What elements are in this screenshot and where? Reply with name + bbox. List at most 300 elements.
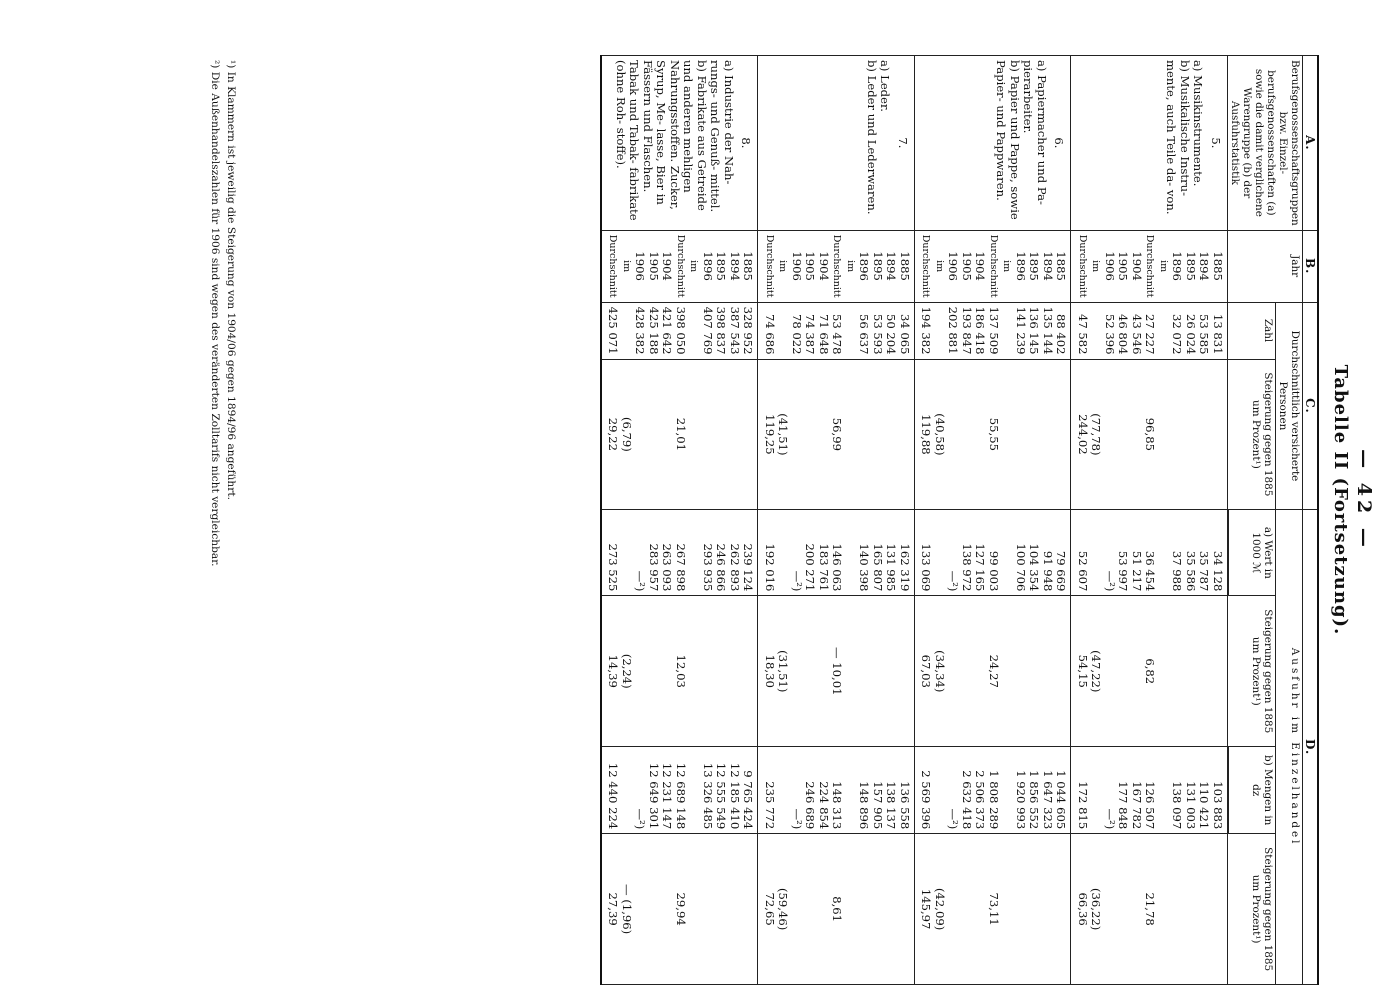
data-table xyxy=(600,55,1319,985)
cell-value: 119,88 xyxy=(919,414,934,455)
cell-value: 293 935 xyxy=(701,543,715,592)
cell-value xyxy=(1130,364,1144,506)
year-cell xyxy=(915,230,1072,302)
cell-value xyxy=(1184,838,1198,980)
cell-value xyxy=(660,600,674,742)
cell-value xyxy=(687,307,701,355)
cell-value xyxy=(741,838,755,980)
cell-value: 1895 xyxy=(1184,251,1198,281)
cell-value: Durchschnitt xyxy=(831,234,843,298)
cell-value: 194 382 xyxy=(919,306,934,355)
cell-value xyxy=(973,364,987,506)
col-d-header: Ausfuhr im Einzelhandel xyxy=(1276,510,1303,985)
col-letter-d: D. xyxy=(1303,510,1319,985)
group-label-cell xyxy=(1071,56,1228,231)
mengen-cell xyxy=(1071,747,1228,834)
cell-value: 35 787 xyxy=(1197,550,1212,592)
year-cell xyxy=(601,230,758,302)
cell-value: im xyxy=(1158,260,1169,273)
cell-value: 177 848 xyxy=(1116,781,1131,830)
cell-value: 12 231 147 xyxy=(660,762,675,830)
cell-value xyxy=(1211,600,1225,742)
cell-value: 1885 xyxy=(1054,251,1069,281)
cell-value: 183 761 xyxy=(817,543,831,592)
cell-value: 1894 xyxy=(1041,251,1055,281)
cell-value xyxy=(817,838,831,980)
cell-value: (31,51) xyxy=(776,650,791,693)
cell-value: 140 398 xyxy=(857,543,872,592)
cell-value: 36 454 xyxy=(1143,550,1158,592)
cell-value xyxy=(701,600,715,742)
cell-value xyxy=(1184,364,1198,506)
cell-value: 141 239 xyxy=(1014,306,1028,355)
cell-value: 29,22 xyxy=(606,417,621,451)
cell-value xyxy=(1027,600,1041,742)
cell-value xyxy=(714,838,728,980)
cell-value xyxy=(1089,751,1103,829)
cell-value: 34 128 xyxy=(1211,550,1225,592)
cell-value: 12 555 549 xyxy=(714,762,729,830)
zahl-cell xyxy=(758,302,915,359)
zahl-steig-cell xyxy=(601,359,758,510)
mengen-cell xyxy=(915,747,1072,834)
cell-value: 1885 xyxy=(898,251,912,281)
mengen-steig-cell xyxy=(1071,834,1228,985)
cell-value: im xyxy=(777,260,789,273)
cell-value: 1906 xyxy=(1103,251,1117,281)
cell-value xyxy=(946,838,960,980)
cell-value: (36,22) xyxy=(1089,887,1104,931)
cell-value: —²) xyxy=(790,570,804,592)
cell-value: 398 837 xyxy=(714,306,729,355)
cell-value xyxy=(1197,364,1211,506)
cell-value xyxy=(844,307,858,355)
cell-value xyxy=(1170,838,1184,980)
cell-value xyxy=(647,600,661,742)
cell-value xyxy=(1054,838,1068,980)
cell-value xyxy=(1157,364,1171,506)
cell-value xyxy=(1130,600,1144,742)
col-d-b: b) Mengen in dz xyxy=(1229,747,1276,834)
cell-value: 1895 xyxy=(871,251,885,281)
zahl-steig-cell xyxy=(758,359,915,510)
group-label: b) Musikalische Instru- mente, auch Teile da- von. xyxy=(1164,60,1192,215)
cell-value: 127 165 xyxy=(973,543,988,592)
cell-value: 145,97 xyxy=(919,888,934,930)
cell-value xyxy=(1157,307,1171,355)
cell-value xyxy=(620,751,634,829)
cell-value: 12,03 xyxy=(674,654,688,688)
cell-value xyxy=(660,364,674,506)
cell-value xyxy=(701,838,715,980)
cell-value xyxy=(857,600,871,742)
cell-value xyxy=(776,307,790,355)
group-label: b) Leder und Lederwaren. xyxy=(865,60,879,215)
cell-value: 133 069 xyxy=(919,543,934,592)
cell-value xyxy=(933,514,947,591)
cell-value: 1906 xyxy=(633,251,648,281)
cell-value xyxy=(1014,838,1028,980)
cell-value: 12 440 224 xyxy=(606,762,621,830)
cell-value: 47 582 xyxy=(1076,313,1090,355)
cell-value: Durchschnitt xyxy=(1077,234,1088,298)
cell-value xyxy=(898,364,912,506)
cell-value: 138 097 xyxy=(1170,781,1185,830)
cell-value: 224 854 xyxy=(817,781,831,830)
cell-value: 100 706 xyxy=(1014,543,1028,592)
cell-value xyxy=(1000,307,1014,355)
cell-value: 14,39 xyxy=(606,654,621,688)
cell-value: 32 072 xyxy=(1170,313,1185,355)
cell-value: 37 988 xyxy=(1170,550,1185,592)
cell-value xyxy=(1054,600,1068,742)
cell-value: 131 003 xyxy=(1184,781,1198,830)
cell-value xyxy=(790,600,804,742)
cell-value: 1896 xyxy=(701,251,715,281)
cell-value: 239 124 xyxy=(741,543,756,592)
cell-value: 34 065 xyxy=(898,313,912,355)
group-number: 8. xyxy=(739,137,754,149)
cell-value: 136 558 xyxy=(898,781,912,830)
cell-value xyxy=(633,838,647,980)
cell-value: 1894 xyxy=(884,251,899,281)
cell-value xyxy=(1000,600,1014,742)
cell-value: 263 093 xyxy=(660,543,675,592)
cell-value: —²) xyxy=(633,808,648,830)
cell-value xyxy=(857,838,871,980)
col-letter-a: A. xyxy=(1303,56,1319,231)
col-c-header: Durchschnittlich versicherte Personen xyxy=(1276,302,1303,510)
group-label: b) Papier und Pappe, sowie Papier- und Pappwaren. xyxy=(994,60,1022,220)
cell-value xyxy=(844,364,858,506)
cell-value: 52 607 xyxy=(1076,550,1090,592)
cell-value: 1 856 552 xyxy=(1027,770,1042,830)
cell-value: 136 145 xyxy=(1027,306,1042,355)
cell-value: 1 808 289 xyxy=(987,770,1001,830)
cell-value: 8,61 xyxy=(830,896,845,923)
cell-value: 21,01 xyxy=(674,417,688,451)
cell-value xyxy=(1184,600,1198,742)
cell-value xyxy=(884,838,898,980)
cell-value xyxy=(1116,838,1130,980)
cell-value xyxy=(1170,364,1184,506)
col-d-b-steig: Steigerung gegen 1885 um Prozent¹) xyxy=(1228,834,1276,985)
cell-value xyxy=(803,600,817,742)
cell-value: im xyxy=(1090,260,1102,273)
cell-value xyxy=(946,600,960,742)
cell-value xyxy=(660,838,674,980)
cell-value xyxy=(844,600,858,742)
wert-steig-cell xyxy=(601,596,758,747)
cell-value: 50 204 xyxy=(884,313,899,355)
cell-value xyxy=(1170,600,1184,742)
cell-value xyxy=(714,364,728,506)
cell-value: 13 831 xyxy=(1211,313,1225,355)
zahl-cell xyxy=(915,302,1072,359)
cell-value: 1894 xyxy=(1197,251,1212,281)
wert-steig-cell xyxy=(915,596,1072,747)
cell-value: 27,39 xyxy=(606,892,621,926)
cell-value xyxy=(844,751,858,829)
cell-value xyxy=(844,838,858,980)
cell-value xyxy=(728,838,742,980)
cell-value xyxy=(1130,838,1144,980)
cell-value xyxy=(647,364,661,506)
cell-value: —²) xyxy=(946,570,961,592)
cell-value xyxy=(728,600,742,742)
cell-value: 267 898 xyxy=(674,543,688,592)
cell-value xyxy=(687,600,701,742)
cell-value xyxy=(1157,751,1171,829)
cell-value: 421 642 xyxy=(660,306,675,355)
mengen-cell xyxy=(601,747,758,834)
cell-value xyxy=(687,838,701,980)
cell-value: im xyxy=(845,260,856,273)
cell-value: 18,30 xyxy=(763,654,777,688)
wert-cell xyxy=(1071,510,1228,596)
group-number: 5. xyxy=(1209,137,1223,149)
cell-value: 172 815 xyxy=(1076,781,1090,830)
cell-value: 246 689 xyxy=(803,781,818,830)
cell-value xyxy=(817,600,831,742)
cell-value: 12 185 410 xyxy=(728,762,742,830)
cell-value: 1905 xyxy=(803,251,818,281)
cell-value: 1904 xyxy=(817,251,831,281)
cell-value: 1905 xyxy=(1116,251,1131,281)
group-label-cell xyxy=(758,56,915,231)
cell-value: 1895 xyxy=(714,251,729,281)
mengen-cell xyxy=(758,747,915,834)
cell-value: 54,15 xyxy=(1076,654,1090,688)
cell-value: 52 396 xyxy=(1103,313,1117,355)
cell-value xyxy=(1027,838,1041,980)
cell-value xyxy=(803,364,817,506)
cell-value xyxy=(1197,600,1211,742)
cell-value: 157 905 xyxy=(871,781,885,830)
cell-value: 1904 xyxy=(1130,251,1144,281)
cell-value: Durchschnitt xyxy=(607,234,619,298)
group-label: a) Industrie der Nah- rungs- und Genuß- mittel. xyxy=(708,60,736,213)
cell-value xyxy=(1014,600,1028,742)
cell-value: im xyxy=(1001,260,1013,273)
cell-value: (6,79) xyxy=(620,416,634,452)
cell-value: 1894 xyxy=(728,251,742,281)
cell-value xyxy=(1211,838,1225,980)
cell-value: 29,94 xyxy=(674,892,688,926)
cell-value: 1904 xyxy=(660,251,675,281)
cell-value: 1904 xyxy=(973,251,988,281)
group-label: a) Leder. xyxy=(878,60,893,112)
cell-value xyxy=(1089,307,1103,355)
cell-value: 262 893 xyxy=(728,543,742,592)
zahl-steig-cell xyxy=(915,359,1072,510)
cell-value xyxy=(701,364,715,506)
cell-value xyxy=(844,514,858,591)
footnote-1: ¹) In Klammern ist jeweilig die Steigerung von 1904/06 gegen 1894/96 angeführt. xyxy=(225,60,237,500)
col-d-a-steig: Steigerung gegen 1885 um Prozent¹) xyxy=(1228,596,1276,747)
cell-value xyxy=(633,600,647,742)
cell-value: 1906 xyxy=(790,251,804,281)
table-title: Tabelle II (Fortsetzung). xyxy=(1330,364,1351,636)
cell-value: im xyxy=(688,260,700,273)
cell-value xyxy=(1014,364,1028,506)
cell-value: (47,22) xyxy=(1089,650,1104,693)
cell-value xyxy=(790,364,804,506)
cell-value: 283 957 xyxy=(647,543,661,592)
cell-value: —²) xyxy=(946,808,961,830)
col-letter-b: B. xyxy=(1303,230,1319,302)
cell-value xyxy=(1157,600,1171,742)
group-label-cell xyxy=(915,56,1072,231)
zahl-cell xyxy=(601,302,758,359)
cell-value: 2 506 373 xyxy=(973,770,988,830)
cell-value: 148 313 xyxy=(830,781,845,830)
cell-value: Durchschnitt xyxy=(988,234,999,298)
cell-value xyxy=(1000,838,1014,980)
cell-value: 1895 xyxy=(1027,251,1042,281)
cell-value: 2 569 396 xyxy=(919,770,934,830)
group-row xyxy=(1071,56,1228,985)
cell-value xyxy=(884,364,898,506)
col-letter-c: C. xyxy=(1303,302,1319,510)
cell-value xyxy=(741,364,755,506)
cell-value xyxy=(1054,364,1068,506)
table-body xyxy=(601,56,1228,985)
cell-value: 165 807 xyxy=(871,543,885,592)
cell-value: 428 382 xyxy=(633,306,648,355)
cell-value: 55,55 xyxy=(987,417,1001,451)
footnote-2: ²) Die Außenhandelszahlen für 1906 sind wegen des veränderten Zolltarifs nicht vergleichbar. xyxy=(209,60,221,567)
cell-value xyxy=(1000,514,1014,591)
cell-value xyxy=(1116,364,1130,506)
cell-value xyxy=(1041,600,1055,742)
cell-value: 53 478 xyxy=(830,313,845,355)
cell-value xyxy=(1089,514,1103,591)
wert-cell xyxy=(915,510,1072,596)
cell-value: Durchschnitt xyxy=(764,234,775,298)
cell-value xyxy=(803,838,817,980)
cell-value xyxy=(898,600,912,742)
cell-value: 56 637 xyxy=(857,313,872,355)
cell-value xyxy=(728,364,742,506)
cell-value xyxy=(687,364,701,506)
cell-value: 407 769 xyxy=(701,306,715,355)
cell-value: 131 985 xyxy=(884,543,899,592)
cell-value: 387 543 xyxy=(728,306,742,355)
cell-value xyxy=(898,838,912,980)
cell-value xyxy=(1116,600,1130,742)
cell-value xyxy=(1157,838,1171,980)
cell-value: 26 024 xyxy=(1184,313,1198,355)
col-b-header: Jahr xyxy=(1228,230,1303,302)
cell-value: 1 044 605 xyxy=(1054,770,1069,830)
cell-value xyxy=(933,751,947,829)
cell-value: 398 050 xyxy=(674,306,688,355)
col-c-steig: Steigerung gegen 1885 um Prozent¹) xyxy=(1228,359,1276,510)
cell-value: 244,02 xyxy=(1076,414,1090,455)
cell-value: 1 920 993 xyxy=(1014,770,1028,830)
cell-value: — 10,01 xyxy=(830,647,845,696)
cell-value: —²) xyxy=(1103,570,1117,592)
cell-value xyxy=(687,751,701,829)
cell-value: 104 354 xyxy=(1027,543,1042,592)
group-number: 6. xyxy=(1052,137,1067,149)
cell-value: 137 509 xyxy=(987,306,1001,355)
cell-value: 1896 xyxy=(1170,251,1185,281)
cell-value xyxy=(933,307,947,355)
cell-value: 138 972 xyxy=(960,543,974,592)
cell-value: 24,27 xyxy=(987,654,1001,688)
cell-value: (34,34) xyxy=(933,650,947,693)
cell-value xyxy=(620,514,634,591)
cell-value: 51 217 xyxy=(1130,550,1144,592)
group-label: a) Musikinstrumente. xyxy=(1191,60,1206,187)
cell-value xyxy=(1103,364,1117,506)
cell-value xyxy=(1000,751,1014,829)
cell-value xyxy=(1027,364,1041,506)
cell-value: 135 144 xyxy=(1041,306,1055,355)
cell-value xyxy=(884,600,898,742)
col-a-header: Berufsgenossenschaftsgruppen bzw. Einzel-berufsgenossenschaften (a) sowie die damit verglichene Warengruppe (b) der Ausfuhrstatistik xyxy=(1228,56,1303,231)
cell-value: (41,51) xyxy=(776,413,791,456)
cell-value: 138 137 xyxy=(884,781,899,830)
cell-value xyxy=(960,600,974,742)
col-d-a: a) Wert in 1000 ℳ xyxy=(1229,510,1276,596)
cell-value xyxy=(973,600,987,742)
cell-value: 56,99 xyxy=(830,417,845,451)
cell-value xyxy=(776,751,790,829)
cell-value xyxy=(857,364,871,506)
cell-value xyxy=(1103,600,1117,742)
cell-value: 193 847 xyxy=(960,306,974,355)
cell-value xyxy=(973,838,987,980)
cell-value: 91 948 xyxy=(1041,550,1055,592)
cell-value: 79 669 xyxy=(1054,550,1069,592)
page-number: — 42 — xyxy=(1353,449,1375,551)
year-cell xyxy=(758,230,915,302)
cell-value xyxy=(714,600,728,742)
cell-value: Durchschnitt xyxy=(675,234,686,298)
cell-value xyxy=(790,838,804,980)
cell-value: 2 632 418 xyxy=(960,770,974,830)
cell-value xyxy=(647,838,661,980)
cell-value xyxy=(1197,838,1211,980)
cell-value: 273 525 xyxy=(606,543,621,592)
cell-value: im xyxy=(621,260,632,273)
cell-value xyxy=(1157,514,1171,591)
cell-value: 12 649 301 xyxy=(647,762,661,830)
cell-value: 96,85 xyxy=(1143,417,1158,451)
cell-value: 425 071 xyxy=(606,306,621,355)
cell-value: 6,82 xyxy=(1143,658,1158,685)
cell-value: 71 648 xyxy=(817,313,831,355)
cell-value: —²) xyxy=(1103,808,1117,830)
cell-value xyxy=(1000,364,1014,506)
cell-value: (40,58) xyxy=(933,413,947,456)
year-cell xyxy=(1071,230,1228,302)
cell-value xyxy=(1041,838,1055,980)
cell-value: (59,46) xyxy=(776,887,791,931)
col-c-zahl: Zahl xyxy=(1228,302,1276,359)
cell-value: 46 804 xyxy=(1116,313,1131,355)
cell-value xyxy=(776,514,790,591)
cell-value xyxy=(946,364,960,506)
cell-value: — (1,96) xyxy=(620,884,634,935)
wert-cell xyxy=(758,510,915,596)
cell-value: 72,65 xyxy=(763,892,777,926)
wert-steig-cell xyxy=(758,596,915,747)
cell-value: 1905 xyxy=(647,251,661,281)
